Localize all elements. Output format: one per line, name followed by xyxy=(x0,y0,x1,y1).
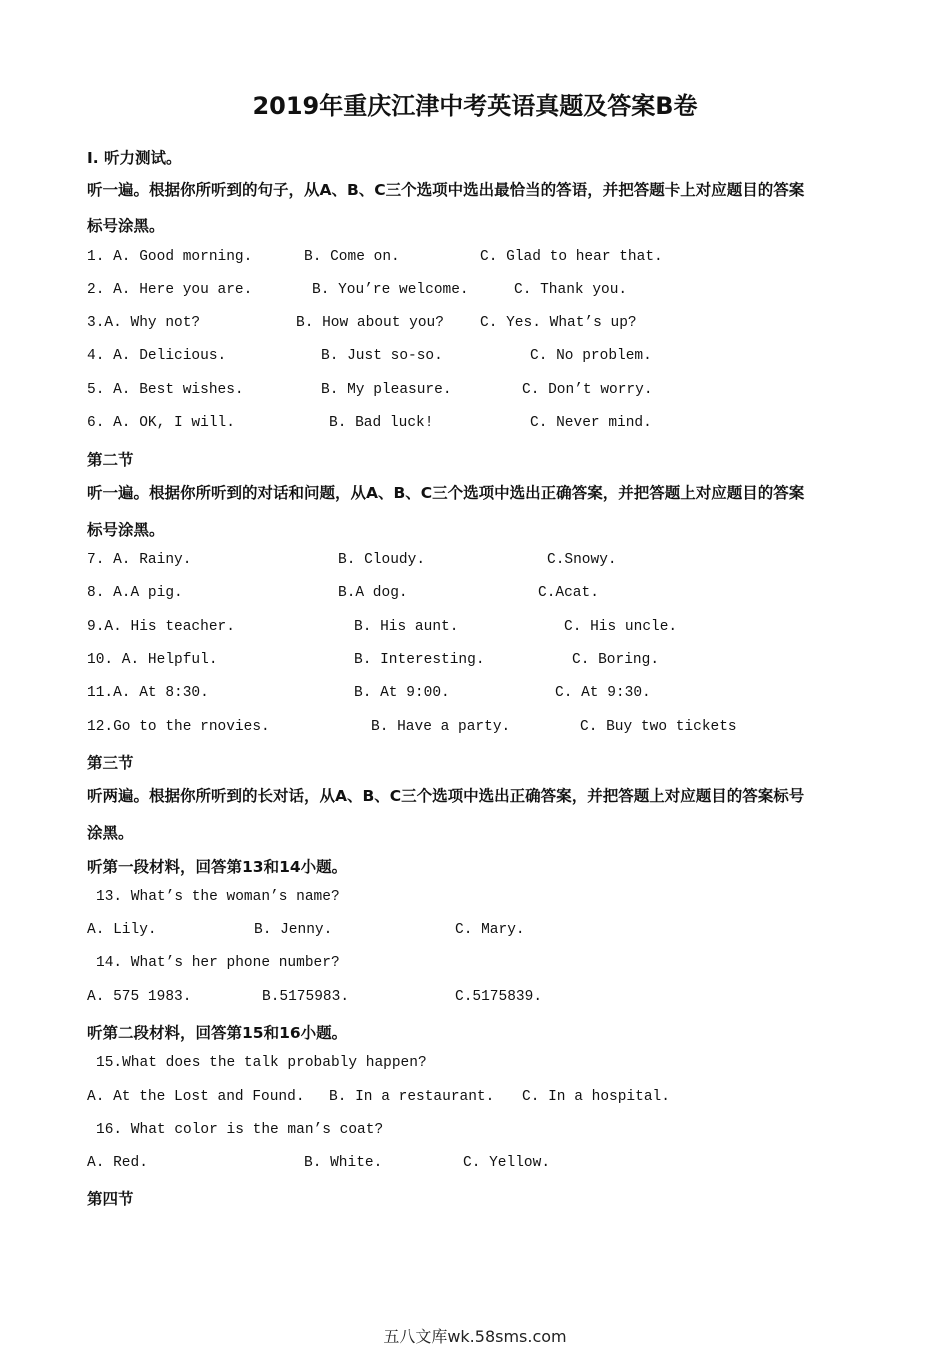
option-b: B. Come on. xyxy=(304,249,400,265)
part3-instruction-line2: 涂黑。 xyxy=(87,824,134,842)
option-a: 4. A. Delicious. xyxy=(87,348,227,364)
page-title: 2019年重庆江津中考英语真题及答案B卷 xyxy=(252,92,698,120)
question-15-options xyxy=(0,1089,950,1111)
material-1-heading: 听第一段材料，回答第13和14小题。 xyxy=(87,858,348,876)
question-14 xyxy=(0,955,950,977)
option-a: 9.A. His teacher. xyxy=(87,619,235,635)
question-row-6 xyxy=(0,415,950,437)
question-text: 13. What’s the woman’s name? xyxy=(96,889,340,905)
question-16-options xyxy=(0,1155,950,1177)
option-c: C. In a hospital. xyxy=(522,1089,670,1105)
question-text: 14. What’s her phone number? xyxy=(96,955,340,971)
part2-heading: 第二节 xyxy=(87,451,134,469)
option-a: 8. A.A pig. xyxy=(87,585,183,601)
option-a: 2. A. Here you are. xyxy=(87,282,253,298)
question-row-4 xyxy=(0,348,950,370)
option-a: 6. A. OK, I will. xyxy=(87,415,235,431)
option-b: B. Just so-so. xyxy=(321,348,443,364)
question-row-10 xyxy=(0,652,950,674)
option-b: B. Bad luck! xyxy=(329,415,434,431)
option-c: C. Thank you. xyxy=(514,282,628,298)
question-row-12 xyxy=(0,719,950,741)
option-b: B. Interesting. xyxy=(354,652,485,668)
option-c: C. Buy two tickets xyxy=(580,719,737,735)
section-heading-listening: I. 听力测试。 xyxy=(87,149,182,167)
option-c: C. His uncle. xyxy=(564,619,678,635)
option-a: A. At the Lost and Found. xyxy=(87,1089,305,1105)
question-14-options xyxy=(0,989,950,1011)
question-row-2 xyxy=(0,282,950,304)
option-c: C. Glad to hear that. xyxy=(480,249,663,265)
option-b: B. White. xyxy=(304,1155,383,1171)
question-row-8 xyxy=(0,585,950,607)
option-c: C. Yes. What’s up? xyxy=(480,315,637,331)
question-row-3 xyxy=(0,315,950,337)
option-b: B. Have a party. xyxy=(371,719,511,735)
question-row-11 xyxy=(0,685,950,707)
option-b: B. In a restaurant. xyxy=(329,1089,495,1105)
option-c: C.Acat. xyxy=(538,585,599,601)
option-c: C. Mary. xyxy=(455,922,525,938)
part1-instruction-line2: 标号涂黑。 xyxy=(87,217,165,235)
part3-instruction-line1: 听两遍。根据你所听到的长对话，从A、B、C三个选项中选出正确答案，并把答题上对应题目的答案标号 xyxy=(87,787,805,805)
option-a: 10. A. Helpful. xyxy=(87,652,218,668)
part2-instruction-line1: 听一遍。根据你所听到的对话和问题，从A、B、C三个选项中选出正确答案，并把答题上对应题目的答案 xyxy=(87,484,805,502)
option-a: 5. A. Best wishes. xyxy=(87,382,244,398)
question-text: 15.What does the talk probably happen? xyxy=(96,1055,427,1071)
option-b: B. How about you? xyxy=(296,315,444,331)
option-a: A. Red. xyxy=(87,1155,148,1171)
option-b: B.5175983. xyxy=(262,989,350,1005)
option-b: B. My pleasure. xyxy=(321,382,452,398)
option-c: C. Never mind. xyxy=(530,415,652,431)
question-row-5 xyxy=(0,382,950,404)
option-b: B.A dog. xyxy=(338,585,408,601)
option-b: B. At 9:00. xyxy=(354,685,450,701)
question-15 xyxy=(0,1055,950,1077)
option-c: C. Yellow. xyxy=(463,1155,551,1171)
option-b: B. You’re welcome. xyxy=(312,282,469,298)
question-13 xyxy=(0,889,950,911)
part2-instruction-line2: 标号涂黑。 xyxy=(87,521,165,539)
option-a: 3.A. Why not? xyxy=(87,315,201,331)
option-b: B. His aunt. xyxy=(354,619,459,635)
part4-heading: 第四节 xyxy=(87,1190,134,1208)
option-c: C. Don’t worry. xyxy=(522,382,653,398)
option-c: C. Boring. xyxy=(572,652,660,668)
part1-instruction-line1: 听一遍。根据你所听到的句子，从A、B、C三个选项中选出最恰当的答语，并把答题卡上对应题目的答案 xyxy=(87,181,805,199)
option-a: 12.Go to the rnovies. xyxy=(87,719,270,735)
footer-watermark: 五八文库wk.58sms.com xyxy=(383,1327,567,1346)
question-row-7 xyxy=(0,552,950,574)
option-c: C. No problem. xyxy=(530,348,652,364)
option-a: 1. A. Good morning. xyxy=(87,249,253,265)
material-2-heading: 听第二段材料，回答第15和16小题。 xyxy=(87,1024,348,1042)
part3-heading: 第三节 xyxy=(87,754,134,772)
option-b: B. Cloudy. xyxy=(338,552,426,568)
option-b: B. Jenny. xyxy=(254,922,333,938)
option-a: A. 575 1983. xyxy=(87,989,192,1005)
question-16 xyxy=(0,1122,950,1144)
option-a: A. Lily. xyxy=(87,922,157,938)
option-c: C. At 9:30. xyxy=(555,685,651,701)
question-text: 16. What color is the man’s coat? xyxy=(96,1122,384,1138)
option-a: 11.A. At 8:30. xyxy=(87,685,209,701)
option-c: C.Snowy. xyxy=(547,552,617,568)
option-a: 7. A. Rainy. xyxy=(87,552,192,568)
question-row-1 xyxy=(0,249,950,271)
question-row-9 xyxy=(0,619,950,641)
question-13-options xyxy=(0,922,950,944)
option-c: C.5175839. xyxy=(455,989,543,1005)
